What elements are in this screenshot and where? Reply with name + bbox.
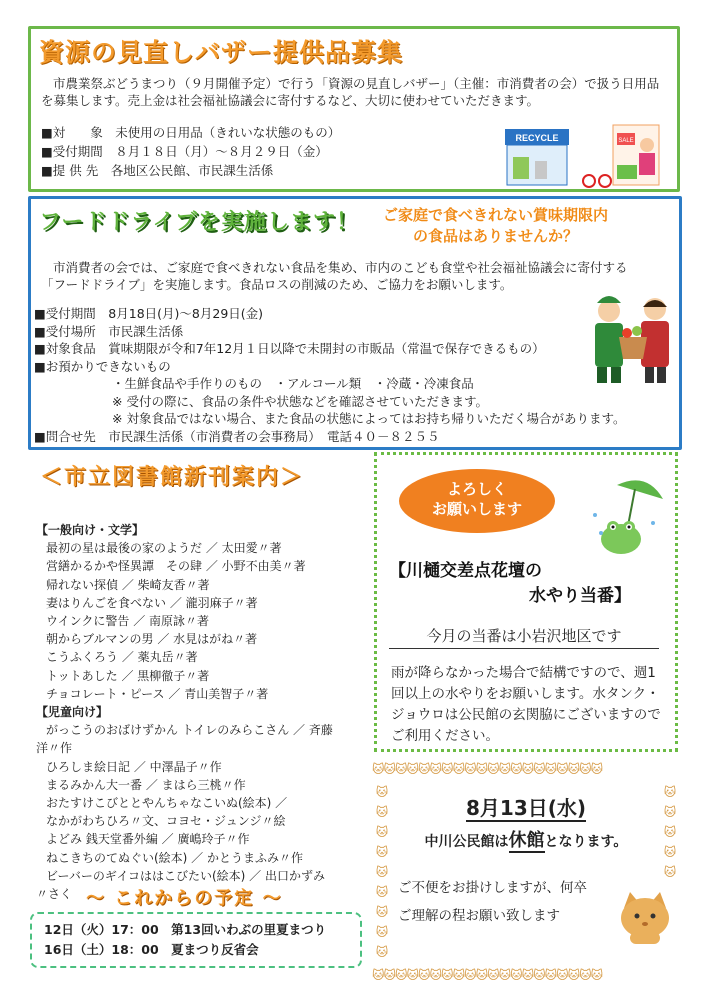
cat-illustration xyxy=(616,888,674,946)
fooddrive-note-2: ※ 対象食品ではない場合、また食品の状態によってはお持ち帰りいただく場合があります。 xyxy=(112,411,626,426)
library-book-list xyxy=(36,521,356,903)
library-child-book: ビーバーのギイコははこびたい(絵本) ／ 出口かずみ xyxy=(46,868,325,883)
fooddrive-row-place: ■受付場所 市民課生活係 xyxy=(34,323,184,339)
fooddrive-row-excluded: ■お預かりできないもの xyxy=(34,358,171,374)
fooddrive-subtitle-line1: ご家庭で食べきれない賞味期限内 xyxy=(383,206,609,224)
fooddrive-row-period: ■受付期間 8月18日(月)～8月29日(金) xyxy=(34,306,264,321)
schedule-box xyxy=(30,912,362,968)
bazaar-title: 資源の見直しバザー提供品募集 xyxy=(39,38,404,67)
greeting-line2: お願いします xyxy=(431,500,522,518)
library-general-book: 最初の星は最後の家のようだ ／ 太田愛〃著 xyxy=(46,541,282,556)
fooddrive-title: フードドライブを実施します！ xyxy=(39,210,360,235)
library-child-book: まるみかん大一番 ／ まはら三桃〃作 xyxy=(46,777,246,792)
fooddrive-paragraph: 市消費者の会では、ご家庭で食べきれない食品を集め、市内のこども食堂や社会福祉協議会に寄付する「フードドライブ」を実施します。食品ロスの削減のため、ご協力をお願いします。 xyxy=(41,260,628,292)
greeting-line1: よろしく xyxy=(446,480,507,498)
greeting-bubble xyxy=(399,469,555,533)
cat-border-left: 🐱 🐱 🐱 🐱 🐱 🐱 🐱 🐱 🐱 xyxy=(375,785,389,959)
library-child-book: 〃さく xyxy=(36,887,73,902)
cat-border-right: 🐱 🐱 🐱 🐱 🐱 xyxy=(663,785,677,879)
library-child-book: なかがわちひろ〃文、コヨセ・ジュンジ〃絵 xyxy=(46,814,286,829)
fooddrive-details xyxy=(34,305,625,445)
closure-date: 8月13日(水) xyxy=(465,796,587,820)
cat-border-top: 🐱🐱🐱🐱🐱🐱🐱🐱🐱🐱🐱🐱🐱🐱🐱🐱🐱🐱🐱🐱 xyxy=(372,762,603,776)
schedule-item: 12日（火）17：00 第13回いわぶの里夏まつり xyxy=(44,922,327,937)
fooddrive-row-target: ■対象食品 賞味期限が令和7年12月１日以降で未開封の市販品（常温で保存できるもの） xyxy=(34,341,545,356)
library-general-book: ウインクに警告 ／ 南原詠〃著 xyxy=(46,614,210,629)
fooddrive-subtitle-line2: の食品はありませんか？ xyxy=(413,227,579,245)
recycle-shop-illustration xyxy=(501,121,661,191)
flowerbed-duty-notice: 今月の当番は小岩沢地区です xyxy=(389,625,659,649)
library-general-book: チョコレート・ピース ／ 青山美智子〃著 xyxy=(46,686,269,701)
frog-umbrella-icon xyxy=(587,475,667,559)
sale-sign: SALE xyxy=(618,138,634,144)
flowerbed-heading xyxy=(389,559,631,609)
food-donation-illustration xyxy=(587,289,679,385)
library-child-book: おたすけこびととやんちゃなこいぬ(絵本) ／ xyxy=(46,796,288,811)
library-child-book: がっこうのおばけずかん トイレのみらこさん ／ 斉藤 xyxy=(46,723,333,738)
library-general-book: 妻はりんごを食べない ／ 瀧羽麻子〃著 xyxy=(46,595,258,610)
flowerbed-heading-line2: 水やり当番】 xyxy=(529,586,631,606)
library-child-book: ひろしま絵日記 ／ 中澤晶子〃作 xyxy=(46,759,222,774)
library-general-book: トットあした ／ 黒柳徹子〃著 xyxy=(46,668,210,683)
fooddrive-contact: ■問合せ先 市民課生活係（市消費者の会事務局） 電話４０－８２５５ xyxy=(34,428,440,444)
library-general-heading: 【一般向け・文学】 xyxy=(36,523,145,537)
closure-section xyxy=(372,762,680,988)
fooddrive-excluded-list: ・生鮮食品や手作りのもの ・アルコール類 ・冷蔵・冷凍食品 xyxy=(112,376,474,391)
flowerbed-body: 雨が降らなかった場合で結構ですので、週1回以上の水やりをお願いします。水タンク・ジョウロは公民館の玄関脇にございますのでご利用ください。 xyxy=(391,665,661,744)
closure-apology: ご不便をお掛けしますが、何卒 ご理解の程お願い致します xyxy=(398,880,587,924)
library-child-book: 洋〃作 xyxy=(36,741,73,756)
schedule-title: ～ これからの予定 ～ xyxy=(86,888,283,909)
library-child-book: ねこきちのてぬぐい(絵本) ／ かとうまふみ〃作 xyxy=(46,850,303,865)
library-child-book: よどみ 銭天堂番外編 ／ 廣嶋玲子〃作 xyxy=(46,832,250,847)
schedule-item: 16日（土）18：00 夏まつり反省会 xyxy=(44,942,259,957)
fooddrive-note-1: ※ 受付の際に、食品の条件や状態などを確認させていただきます。 xyxy=(112,393,488,409)
library-general-book: こうふくろう ／ 薬丸岳〃著 xyxy=(46,650,198,665)
bazaar-details xyxy=(41,123,340,180)
fooddrive-subtitle xyxy=(383,205,608,247)
library-general-book: 営繕かるかや怪異譚 その肆 ／ 小野不由美〃著 xyxy=(46,559,306,574)
bazaar-section xyxy=(28,26,680,192)
bazaar-paragraph: 市農業祭ぶどうまつり（９月開催予定）で行う「資源の見直しバザー」（主催：市消費者の会）で扱う日用品を募集します。売上金は社会福祉協議会に寄付するなど、大切に使わせていただきます。 xyxy=(41,76,660,108)
bazaar-row-target: ■対 象 未使用の日用品（きれいな状態のもの） xyxy=(41,125,341,140)
recycle-sign: RECYCLE xyxy=(515,133,559,143)
library-general-book: 帰れない探偵 ／ 柴崎友香〃著 xyxy=(46,577,210,592)
library-general-book: 朝からブルマンの男 ／ 水見はがね〃著 xyxy=(46,632,258,647)
fooddrive-section xyxy=(28,196,682,450)
cat-border-bottom: 🐱🐱🐱🐱🐱🐱🐱🐱🐱🐱🐱🐱🐱🐱🐱🐱🐱🐱🐱🐱 xyxy=(372,968,603,982)
flowerbed-heading-line1: 【川樋交差点花壇の xyxy=(389,561,542,581)
schedule-list xyxy=(44,920,326,960)
library-children-heading: 【児童向け】 xyxy=(36,705,109,720)
bazaar-row-period: ■受付期間 ８月１８日（月）～８月２９日（金） xyxy=(41,144,328,159)
bazaar-row-place: ■提 供 先 各地区公民館、市民課生活係 xyxy=(41,163,274,178)
flowerbed-section xyxy=(374,452,678,752)
closure-message: 中川公民館は休館となります。 xyxy=(424,830,628,851)
library-title: ＜市立図書館新刊案内＞ xyxy=(40,465,305,490)
